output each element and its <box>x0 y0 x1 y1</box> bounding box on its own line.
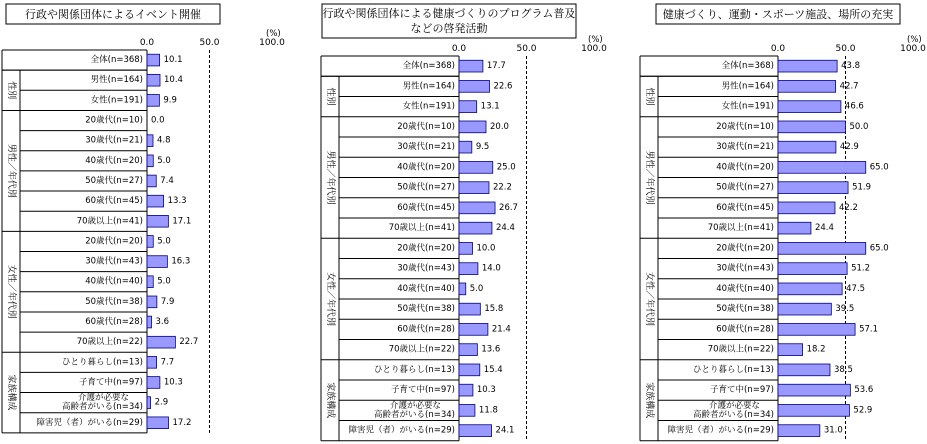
row-label: 50歳代(n=27) <box>716 182 774 193</box>
row-label: 全体(n=368) <box>402 61 455 72</box>
data-label: 13.6 <box>481 344 501 355</box>
bar <box>147 215 168 227</box>
row-label: 50歳代(n=27) <box>85 175 143 186</box>
data-label: 5.0 <box>469 283 484 294</box>
bar <box>147 155 153 167</box>
x-tick-label: 100.0 <box>900 44 926 54</box>
chart-panel-3 <box>640 4 926 441</box>
row-label: 20歳代(n=10) <box>397 121 455 132</box>
row-label: 男性(n=164) <box>402 81 455 92</box>
data-label: 11.8 <box>478 405 498 416</box>
data-label: 47.5 <box>846 283 866 294</box>
bar <box>147 377 160 389</box>
group-label: 家族構成 <box>6 374 16 411</box>
row-label: 70歳以上(n=22) <box>76 337 143 348</box>
row-label: 60歳代(n=45) <box>85 196 143 207</box>
row-label: 40歳代(n=20) <box>397 162 455 173</box>
bar <box>459 303 480 315</box>
bar <box>778 202 835 214</box>
group-label: 男性／年代別 <box>644 150 654 205</box>
group-label: 男性／年代別 <box>6 143 16 198</box>
row-label: 40歳代(n=40) <box>85 276 143 287</box>
data-label: 7.4 <box>160 175 174 186</box>
x-tick-label: 100.0 <box>581 44 607 54</box>
group-label: 男性／年代別 <box>325 150 335 205</box>
data-label: 50.0 <box>849 121 869 132</box>
bar <box>147 276 153 288</box>
group-label: 家族構成 <box>325 382 335 419</box>
bar <box>459 162 493 174</box>
data-label: 26.7 <box>499 202 518 213</box>
row-label: 30歳代(n=21) <box>716 142 774 153</box>
x-tick-label: 50.0 <box>199 38 220 48</box>
row-label: 子育て中(n=97) <box>391 385 455 396</box>
x-tick-label: 0.0 <box>451 44 467 54</box>
bar <box>459 364 480 376</box>
data-label: 15.4 <box>483 364 503 375</box>
row-label: 40歳代(n=20) <box>716 162 774 173</box>
data-label: 2.9 <box>154 397 169 408</box>
data-label: 42.2 <box>838 202 858 213</box>
data-label: 51.2 <box>851 263 871 274</box>
bar <box>778 222 811 234</box>
data-label: 25.0 <box>496 162 516 173</box>
data-label: 4.8 <box>157 135 171 146</box>
group-label: 性別 <box>325 87 335 106</box>
data-label: 17.1 <box>172 216 192 227</box>
bar <box>147 74 160 86</box>
row-label: 20歳代(n=10) <box>716 121 774 132</box>
row-label: 介護が必要な <box>77 393 129 404</box>
data-label: 42.7 <box>839 81 859 92</box>
row-label: 高齢者がいる(n=34) <box>374 409 455 420</box>
row-label: 60歳代(n=45) <box>716 202 774 213</box>
data-label: 38.5 <box>833 364 853 375</box>
data-label: 43.8 <box>841 61 861 72</box>
data-label: 18.2 <box>806 344 826 355</box>
row-label: 50歳代(n=27) <box>397 182 455 193</box>
row-label: 男性(n=164) <box>721 81 774 92</box>
data-label: 22.6 <box>493 81 513 92</box>
bar <box>147 256 167 268</box>
bar <box>778 182 848 194</box>
percent-unit-label: (%) <box>588 35 603 45</box>
row-label: 女性(n=191) <box>90 95 143 106</box>
row-label: 20歳代(n=20) <box>85 236 143 247</box>
bar <box>147 135 153 147</box>
row-label: 子育て中(n=97) <box>710 385 774 396</box>
bar <box>147 54 160 66</box>
x-tick-label: 0.0 <box>139 38 155 48</box>
data-label: 17.7 <box>486 61 506 72</box>
data-label: 10.4 <box>164 75 183 86</box>
bar <box>778 81 836 93</box>
chart-title: 行政や関係団体によるイベント開催 <box>25 8 201 21</box>
row-label: ひとり暮らし(n=13) <box>62 357 143 368</box>
bar <box>459 405 475 417</box>
bar <box>778 60 837 72</box>
data-label: 24.4 <box>814 223 834 234</box>
bar <box>778 101 841 113</box>
x-tick-label: 100.0 <box>259 38 285 48</box>
data-label: 5.0 <box>157 155 171 166</box>
data-label: 10.1 <box>163 55 183 66</box>
row-label: 障害児（者）がいる(n=29) <box>667 425 774 436</box>
row-label: 30歳代(n=21) <box>397 142 455 153</box>
row-label: 50歳代(n=38) <box>397 304 455 315</box>
data-label: 14.0 <box>481 263 501 274</box>
bar <box>459 243 473 255</box>
bar <box>778 162 866 174</box>
row-label: 50歳代(n=38) <box>85 296 143 307</box>
bar <box>459 141 472 153</box>
data-label: 20.0 <box>490 121 509 132</box>
row-label: 70歳以上(n=41) <box>707 223 774 234</box>
bar <box>778 141 836 153</box>
bar <box>459 283 466 295</box>
row-label: 30歳代(n=43) <box>397 263 455 274</box>
percent-unit-label: (%) <box>266 29 281 39</box>
data-label: 7.9 <box>160 296 175 307</box>
bar <box>147 316 152 328</box>
bar <box>147 175 156 187</box>
group-label: 女性／年代別 <box>644 271 654 327</box>
bar <box>778 263 847 275</box>
bar <box>778 384 850 396</box>
data-label: 31.0 <box>823 425 843 436</box>
data-label: 10.3 <box>476 385 496 396</box>
bar <box>459 101 477 113</box>
row-label: 20歳代(n=10) <box>85 115 143 126</box>
row-label: 40歳代(n=40) <box>397 283 455 294</box>
bar <box>778 405 849 417</box>
row-label: 60歳代(n=28) <box>85 317 143 328</box>
data-label: 22.7 <box>179 337 199 348</box>
row-label: 60歳代(n=45) <box>397 202 455 213</box>
bar <box>778 283 842 295</box>
row-label: 30歳代(n=21) <box>85 135 143 146</box>
data-label: 65.0 <box>869 243 889 254</box>
data-label: 22.2 <box>492 182 512 193</box>
bar <box>459 121 486 133</box>
row-label: 60歳代(n=28) <box>397 324 455 335</box>
bar <box>147 336 175 348</box>
bar <box>459 344 477 356</box>
data-label: 15.8 <box>484 304 504 315</box>
bar <box>459 324 488 336</box>
data-label: 5.0 <box>157 276 171 287</box>
group-label: 性別 <box>6 81 16 100</box>
row-label: ひとり暮らし(n=13) <box>693 364 774 375</box>
bar <box>459 384 473 396</box>
chart-panel-1 <box>2 4 285 433</box>
bar <box>778 243 866 255</box>
bar <box>778 425 820 437</box>
chart-title: 健康づくり、運動・スポーツ施設、場所の充実 <box>662 8 894 21</box>
row-label: 70歳以上(n=22) <box>707 344 774 355</box>
bar <box>459 425 492 437</box>
row-label: 20歳代(n=20) <box>716 243 774 254</box>
data-label: 9.5 <box>475 142 490 153</box>
row-label: 70歳以上(n=41) <box>76 216 143 227</box>
row-label: 20歳代(n=20) <box>397 243 455 254</box>
data-label: 53.6 <box>854 385 874 396</box>
row-label: 40歳代(n=40) <box>716 283 774 294</box>
bar <box>147 95 159 107</box>
x-tick-label: 0.0 <box>770 44 786 54</box>
bar <box>147 417 169 429</box>
data-label: 42.9 <box>839 142 859 153</box>
data-label: 10.3 <box>163 377 183 388</box>
data-label: 13.1 <box>480 101 500 112</box>
bar <box>459 202 495 214</box>
data-label: 52.9 <box>853 405 873 416</box>
data-label: 9.9 <box>163 95 177 106</box>
bar <box>459 182 489 194</box>
bar <box>459 263 478 275</box>
data-label: 46.6 <box>844 101 864 112</box>
group-label: 女性／年代別 <box>325 271 335 327</box>
x-tick-label: 50.0 <box>516 44 537 54</box>
row-label: 障害児（者）がいる(n=29) <box>348 425 455 436</box>
bar <box>459 60 483 72</box>
group-label: 家族構成 <box>644 382 654 419</box>
row-label: 60歳代(n=28) <box>716 324 774 335</box>
data-label: 65.0 <box>869 162 889 173</box>
row-label: 50歳代(n=38) <box>716 304 774 315</box>
row-label: 70歳以上(n=22) <box>388 344 455 355</box>
bar <box>147 195 164 207</box>
row-label: 全体(n=368) <box>721 61 774 72</box>
row-label: 介護が必要な <box>708 400 760 411</box>
data-label: 16.3 <box>171 256 191 267</box>
data-label: 3.6 <box>155 317 170 328</box>
chart-title: 行政や関係団体による健康づくりのプログラム普及 <box>322 7 576 20</box>
bar <box>147 236 153 248</box>
group-label: 女性／年代別 <box>6 264 16 319</box>
row-label: 子育て中(n=97) <box>79 377 143 388</box>
percent-unit-label: (%) <box>907 35 922 45</box>
data-label: 7.7 <box>160 357 175 368</box>
group-label: 性別 <box>644 87 654 106</box>
data-label: 39.5 <box>835 304 855 315</box>
data-label: 51.9 <box>852 182 872 193</box>
data-label: 10.0 <box>476 243 496 254</box>
bar <box>147 356 157 368</box>
bar <box>459 81 490 93</box>
chart-panel-2 <box>321 4 607 441</box>
row-label: 女性(n=191) <box>721 101 774 112</box>
row-label: 高齢者がいる(n=34) <box>693 409 774 420</box>
x-tick-label: 50.0 <box>835 44 856 54</box>
bar <box>778 303 831 315</box>
row-label: 全体(n=368) <box>90 55 143 66</box>
row-label: 高齢者がいる(n=34) <box>62 402 143 413</box>
chart-title: などの啓発活動 <box>410 22 488 35</box>
data-label: 5.0 <box>157 236 171 247</box>
bar <box>778 344 803 356</box>
bar <box>459 222 492 234</box>
row-label: 30歳代(n=43) <box>716 263 774 274</box>
bar <box>778 121 846 133</box>
row-label: ひとり暮らし(n=13) <box>374 364 455 375</box>
data-label: 13.3 <box>167 196 187 207</box>
row-label: 70歳以上(n=41) <box>388 223 455 234</box>
bar <box>778 364 830 376</box>
data-label: 24.1 <box>495 425 515 436</box>
data-label: 17.2 <box>172 417 192 428</box>
bar <box>778 324 855 336</box>
bar <box>147 397 151 409</box>
row-label: 女性(n=191) <box>402 101 455 112</box>
row-label: 40歳代(n=20) <box>85 155 143 166</box>
bar <box>147 296 157 308</box>
row-label: 男性(n=164) <box>90 75 143 86</box>
data-label: 0.0 <box>151 115 165 126</box>
data-label: 57.1 <box>859 324 879 335</box>
row-label: 30歳代(n=43) <box>85 256 143 267</box>
row-label: 介護が必要な <box>389 400 441 411</box>
data-label: 21.4 <box>491 324 511 335</box>
row-label: 障害児（者）がいる(n=29) <box>36 417 143 428</box>
data-label: 24.4 <box>495 223 515 234</box>
